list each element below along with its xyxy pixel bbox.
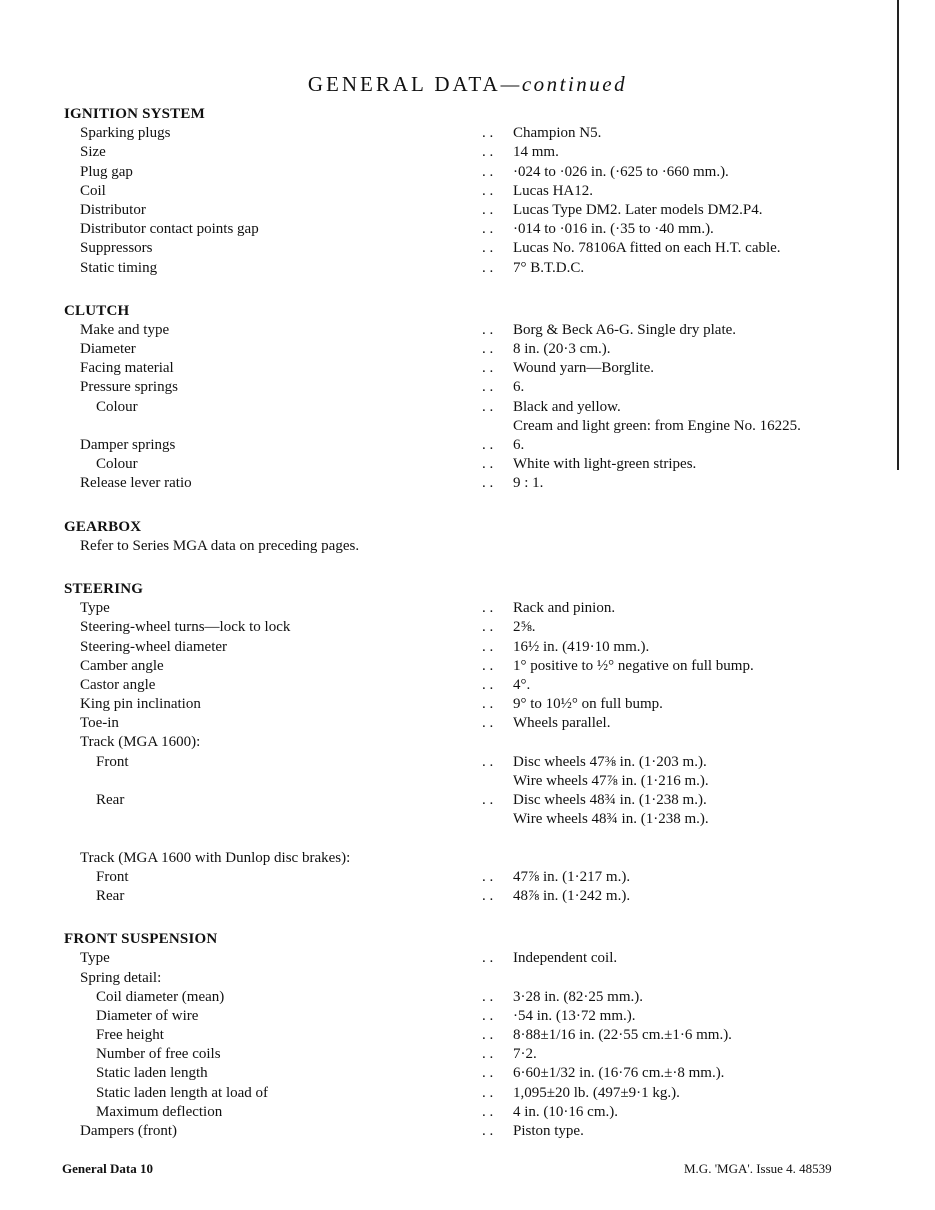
section-heading: GEARBOX (64, 518, 142, 535)
spec-value: 6. (513, 379, 525, 396)
spec-row (64, 201, 894, 220)
spec-value: 16½ in. (419·10 mm.). (513, 638, 650, 655)
spec-value: 8 in. (20·3 cm.). (513, 341, 611, 358)
spec-value: Lucas No. 78106A fitted on each H.T. cable. (513, 240, 781, 257)
spec-row (64, 359, 894, 378)
spec-row (64, 949, 894, 968)
dot-leader: . . (482, 950, 494, 967)
spec-row (64, 868, 894, 887)
dot-leader: . . (482, 988, 494, 1005)
title-main: GENERAL DATA (307, 72, 501, 96)
spec-value: ·014 to ·016 in. (·35 to ·40 mm.). (513, 221, 714, 238)
spec-label: Diameter of wire (96, 1007, 199, 1024)
spec-label: Coil diameter (mean) (96, 988, 225, 1005)
spec-label: Damper springs (80, 437, 176, 453)
spec-label: Dampers (front) (80, 1123, 178, 1139)
spec-row (64, 182, 894, 201)
section-heading: IGNITION SYSTEM (64, 106, 205, 122)
spec-label: Size (80, 144, 106, 161)
spec-label: Steering-wheel diameter (80, 638, 228, 655)
spec-value: 1,095±20 lb. (497±9·1 kg.). (513, 1084, 680, 1101)
dot-leader: . . (482, 600, 494, 617)
spec-row (64, 772, 894, 791)
dot-leader: . . (482, 1065, 494, 1082)
spec-label: Maximum deflection (96, 1103, 223, 1120)
dot-leader: . . (482, 792, 494, 808)
dot-leader: . . (482, 696, 494, 713)
spec-label: Distributor contact points gap (80, 221, 259, 238)
spec-row (64, 398, 894, 417)
spec-row (64, 829, 894, 848)
spec-value: 9 : 1. (513, 475, 544, 492)
section-gearbox (64, 518, 894, 556)
spec-row (64, 695, 894, 714)
spec-value: Borg & Beck A6-G. Single dry plate. (513, 321, 737, 338)
dot-leader: . . (482, 182, 494, 199)
footer-issue: M.G. 'MGA'. Issue 4. 48539 (684, 1161, 832, 1176)
dot-leader: . . (482, 398, 494, 415)
spec-value: Lucas Type DM2. Later models DM2.P4. (513, 201, 763, 218)
spec-row (64, 988, 894, 1007)
section-front-suspension (64, 930, 894, 1141)
dot-leader: . . (482, 638, 494, 655)
section-heading: CLUTCH (64, 302, 130, 319)
spec-label: Number of free coils (96, 1046, 221, 1063)
spec-label: Make and type (80, 321, 170, 338)
spec-value: 7° B.T.D.C. (513, 259, 585, 276)
section-clutch (64, 302, 894, 494)
spec-value: Wheels parallel. (513, 715, 611, 732)
dot-leader: . . (482, 341, 494, 358)
spec-value: Black and yellow. (513, 398, 621, 415)
spec-value: Lucas HA12. (513, 182, 593, 199)
dot-leader: . . (482, 437, 494, 453)
spec-value: Wire wheels 48¾ in. (1·238 m.). (513, 811, 709, 828)
spec-value: Cream and light green: from Engine No. 16225. (513, 417, 801, 434)
spec-label: King pin inclination (80, 696, 201, 713)
spec-row (64, 1084, 894, 1103)
spec-label: Colour (96, 456, 138, 473)
spec-content (64, 105, 894, 1165)
spec-label: Type (80, 600, 110, 617)
spec-row (64, 474, 894, 493)
spec-row (64, 791, 894, 810)
spec-label: Steering-wheel turns—lock to lock (80, 619, 291, 636)
dot-leader: . . (482, 221, 494, 238)
spec-label: Suppressors (80, 240, 153, 257)
footer-page-ref: General Data 10 (62, 1161, 153, 1176)
spec-label: Static laden length (96, 1065, 208, 1082)
dot-leader: . . (482, 379, 494, 396)
dot-leader: . . (482, 259, 494, 276)
dot-leader: . . (482, 360, 494, 377)
spec-row (64, 657, 894, 676)
spec-value: Disc wheels 48¾ in. (1·238 m.). (513, 792, 707, 808)
spec-row (64, 714, 894, 733)
spec-value: 48⅞ in. (1·242 m.). (513, 887, 631, 904)
spec-value: ·54 in. (13·72 mm.). (513, 1007, 636, 1024)
spec-label: Pressure springs (80, 379, 178, 396)
spec-label: Front (96, 753, 129, 770)
dot-leader: . . (482, 1027, 494, 1044)
spec-value: Rack and pinion. (513, 600, 616, 617)
spec-label: Front (96, 868, 129, 885)
dot-leader: . . (482, 321, 494, 338)
dot-leader: . . (482, 201, 494, 218)
spec-row (64, 849, 894, 868)
spec-row (64, 733, 894, 752)
spec-label: Diameter (80, 341, 136, 358)
spec-value: White with light-green stripes. (513, 456, 697, 473)
dot-leader: . . (482, 1046, 494, 1063)
dot-leader: . . (482, 144, 494, 161)
dot-leader: . . (482, 887, 494, 904)
spec-value: Wound yarn—Borglite. (513, 360, 654, 377)
spec-value: 4 in. (10·16 cm.). (513, 1103, 618, 1120)
dot-leader: . . (482, 240, 494, 257)
spec-row (64, 436, 894, 455)
spec-value: ·024 to ·026 in. (·625 to ·660 mm.). (513, 163, 729, 180)
spec-row (64, 124, 894, 143)
spec-label: Facing material (80, 360, 174, 377)
section-heading: STEERING (64, 580, 144, 597)
dot-leader: . . (482, 456, 494, 473)
spec-label: Static timing (80, 259, 158, 276)
spec-row (64, 220, 894, 239)
dot-leader: . . (482, 1123, 494, 1139)
page-title (0, 72, 935, 97)
spec-row (64, 599, 894, 618)
spec-label: Castor angle (80, 676, 156, 693)
spec-value: 7·2. (513, 1046, 537, 1063)
spec-value: Disc wheels 47⅜ in. (1·203 m.). (513, 753, 707, 770)
spec-row (64, 321, 894, 340)
spec-value: Piston type. (513, 1123, 584, 1139)
spec-label: Sparking plugs (80, 125, 171, 142)
dot-leader: . . (482, 657, 494, 674)
spec-row (64, 887, 894, 906)
spec-label: Static laden length at load of (96, 1084, 269, 1101)
spec-row (64, 1122, 894, 1141)
dot-leader: . . (482, 619, 494, 636)
spec-label: Track (MGA 1600 with Dunlop disc brakes): (80, 849, 351, 866)
spec-label: Coil (80, 182, 106, 199)
spec-label: Track (MGA 1600): (80, 734, 201, 751)
dot-leader: . . (482, 1007, 494, 1024)
spec-row (64, 340, 894, 359)
spec-label: Spring detail: (80, 969, 162, 986)
spec-row (64, 239, 894, 258)
spec-label: Distributor (80, 201, 146, 218)
spec-label: Free height (96, 1027, 164, 1044)
page-edge-line (897, 0, 899, 470)
spec-value: Wire wheels 47⅞ in. (1·216 m.). (513, 772, 709, 789)
spec-value: 9° to 10½° on full bump. (513, 696, 663, 713)
spec-value: 1° positive to ½° negative on full bump. (513, 657, 754, 674)
section-steering (64, 580, 894, 906)
spec-value: 4°. (513, 676, 531, 693)
spec-value: Independent coil. (513, 950, 618, 967)
spec-row (64, 638, 894, 657)
dot-leader: . . (482, 868, 494, 885)
section-heading: FRONT SUSPENSION (64, 931, 218, 948)
spec-row (64, 259, 894, 278)
spec-row (64, 378, 894, 397)
dot-leader: . . (482, 125, 494, 142)
spec-row (64, 753, 894, 772)
spec-row (64, 1064, 894, 1083)
title-continued: —continued (500, 72, 628, 96)
dot-leader: . . (482, 1084, 494, 1101)
dot-leader: . . (482, 163, 494, 180)
spec-row (64, 417, 894, 436)
spec-label: Plug gap (80, 163, 133, 180)
spec-value: 47⅞ in. (1·217 m.). (513, 868, 631, 885)
spec-row (64, 1045, 894, 1064)
spec-row (64, 1026, 894, 1045)
spec-value: Champion N5. (513, 125, 602, 142)
dot-leader: . . (482, 676, 494, 693)
spec-row (64, 1007, 894, 1026)
spec-row (64, 1103, 894, 1122)
spec-row (64, 618, 894, 637)
spec-value: 6·60±1/32 in. (16·76 cm.±·8 mm.). (513, 1065, 725, 1082)
spec-label: Toe-in (80, 715, 119, 732)
section-note: Refer to Series MGA data on preceding pages. (80, 537, 360, 554)
spec-value: 3·28 in. (82·25 mm.). (513, 988, 643, 1005)
spec-row (64, 455, 894, 474)
spec-label: Colour (96, 398, 138, 415)
spec-label: Type (80, 950, 110, 967)
spec-label: Rear (96, 887, 125, 904)
spec-row (64, 810, 894, 829)
spec-row (64, 969, 894, 988)
spec-row (64, 676, 894, 695)
dot-leader: . . (482, 1103, 494, 1120)
dot-leader: . . (482, 715, 494, 732)
section-ignition-system (64, 105, 894, 278)
spec-value: 2⅝. (513, 619, 536, 636)
dot-leader: . . (482, 475, 494, 492)
spec-row (64, 163, 894, 182)
spec-row (64, 143, 894, 162)
spec-value: 14 mm. (513, 144, 559, 161)
spec-label: Release lever ratio (80, 475, 192, 492)
spec-value: 6. (513, 437, 525, 453)
spec-label: Camber angle (80, 657, 164, 674)
spec-label: Rear (96, 792, 125, 808)
dot-leader: . . (482, 753, 494, 770)
spec-value: 8·88±1/16 in. (22·55 cm.±1·6 mm.). (513, 1027, 732, 1044)
